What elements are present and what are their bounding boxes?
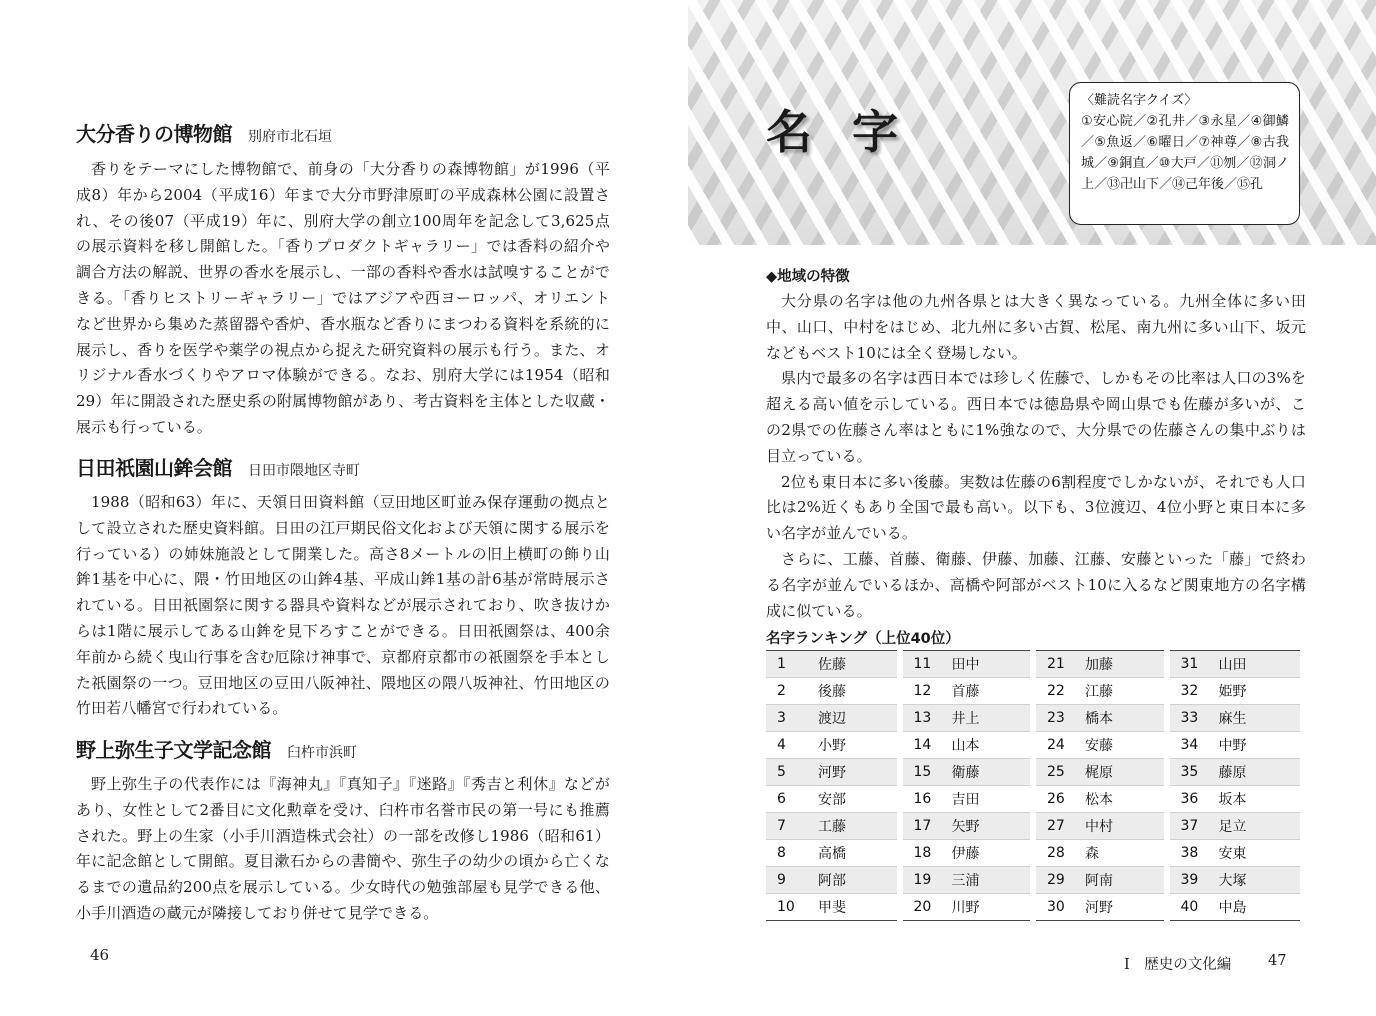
rank-cell: 35 (1167, 759, 1211, 786)
rank-cell: 28 (1033, 840, 1077, 867)
rank-cell: 6 (766, 786, 810, 813)
quiz-body: ①安心院／②孔井／③永星／④御鱗／⑤魚返／⑥曜日／⑦神尊／⑧古我城／⑨銅直／⑩大戸／⑪刎／⑫洞ノ上／⑬卍山下／⑭己年後／⑮孔 (1081, 114, 1289, 192)
section-body: 1988（昭和63）年に、天領日田資料館（豆田地区町並み保存運動の拠点として設立された歴史資料館。日田の江戸期民俗文化および天領に関する展示を行っている）の姉妹施設として開業した。高さ8メートルの旧上横町の飾り山鉾1基を中心に、隈・竹田地区の山鉾4基、平成山鉾1基の計6基が常時展示されている。日田祇園祭に関する器具や資料などが展示されており、吹き抜けからは1階に展示してある山鉾を見下ろすことができる。日田祇園祭は、400余年前から続く曳山行事を含む厄除け神事で、京都府京都市の祇園祭を手本とした祇園祭の一つ。豆田地区の豆田八阪神社、隈地区の隈八坂神社、竹田地区の竹田若八幡宮で行われている。 (76, 493, 610, 718)
surname-cell: 伊藤 (944, 840, 1034, 867)
page-number: 46 (90, 946, 110, 964)
rank-cell: 9 (766, 867, 810, 894)
surname-cell: 加藤 (1077, 651, 1167, 678)
rank-cell: 14 (900, 732, 944, 759)
rank-cell: 7 (766, 813, 810, 840)
rank-cell: 27 (1033, 813, 1077, 840)
rank-cell: 8 (766, 840, 810, 867)
section-body: 香りをテーマにした博物館で、前身の「大分香りの森博物館」が1996（平成8）年から2004（平成16）年まで大分市野津原町の平成森林公園に設置され、その後07（平成19）年に、別府大学の創立100周年を記念して3,625点の展示資料を移し開館した。「香りプロダクトギャラリー」では香料の紹介や調合方法の解説、世界の香水を展示し、一部の香料や香水は試嗅することができる。「香りヒストリーギャラリー」ではアジアや西ヨーロッパ、オリエントなど世界から集めた蒸留器や香炉、香水瓶など香りにまつわる資料を系統的に展示し、香りを医学や薬学の視点から捉えた研究資料の展示も行う。また、オリジナル香水づくりやアロマ体験ができる。なお、別府大学には1954（昭和29）年に開設された歴史系の附属博物館があり、考古資料を主体とした収蔵・展示も行っている。 (76, 160, 610, 436)
table-row (766, 786, 1300, 813)
surname-cell: 中島 (1211, 894, 1301, 921)
quiz-title: 〈難読名字クイズ〉 (1081, 93, 1198, 108)
paragraph: さらに、工藤、首藤、衛藤、伊藤、加藤、江藤、安藤といった「藤」で終わる名字が並んでいるほか、高橋や阿部がベスト10に入るなど関東地方の名字構成に似ている。 (766, 549, 1306, 620)
surname-cell: 川野 (944, 894, 1034, 921)
rank-cell: 31 (1167, 651, 1211, 678)
chapter-banner (688, 0, 1376, 245)
rank-cell: 25 (1033, 759, 1077, 786)
rank-cell: 34 (1167, 732, 1211, 759)
surname-cell: 甲斐 (810, 894, 900, 921)
section-location: 別府市北石垣 (248, 129, 332, 145)
surname-cell: 中村 (1077, 813, 1167, 840)
surname-cell: 小野 (810, 732, 900, 759)
surname-cell: 安東 (1211, 840, 1301, 867)
rank-cell: 12 (900, 678, 944, 705)
surname-cell: 大塚 (1211, 867, 1301, 894)
rank-cell: 4 (766, 732, 810, 759)
ranking-heading: 名字ランキング（上位40位） (766, 631, 960, 647)
surname-cell: 麻生 (1211, 705, 1301, 732)
surname-cell: 田中 (944, 651, 1034, 678)
rank-cell: 3 (766, 705, 810, 732)
surname-cell: 佐藤 (810, 651, 900, 678)
quiz-box (1069, 82, 1300, 225)
paragraph: 大分県の名字は他の九州各県とは大きく異なっている。九州全体に多い田中、山口、中村をはじめ、北九州に多い古賀、松尾、南九州に多い山下、坂元などもベスト10には全く登場しない。 (766, 292, 1306, 362)
surname-cell: 松本 (1077, 786, 1167, 813)
surname-cell: 高橋 (810, 840, 900, 867)
rank-cell: 11 (900, 651, 944, 678)
surname-cell: 中野 (1211, 732, 1301, 759)
surname-cell: 安藤 (1077, 732, 1167, 759)
surname-cell: 衛藤 (944, 759, 1034, 786)
rank-cell: 21 (1033, 651, 1077, 678)
surname-cell: 阿南 (1077, 867, 1167, 894)
section-title: 日田祇園山鉾会館 (76, 456, 232, 480)
surname-cell: 橋本 (1077, 705, 1167, 732)
rank-cell: 36 (1167, 786, 1211, 813)
surname-cell: 安部 (810, 786, 900, 813)
table-row (766, 813, 1300, 840)
surname-cell: 森 (1077, 840, 1167, 867)
surname-cell: 江藤 (1077, 678, 1167, 705)
region-body (766, 289, 1306, 624)
section-heading-oita-kaori (76, 118, 332, 147)
rank-cell: 17 (900, 813, 944, 840)
surname-cell: 藤原 (1211, 759, 1301, 786)
section-location: 日田市隈地区寺町 (248, 463, 360, 479)
surname-cell: 河野 (810, 759, 900, 786)
rank-cell: 15 (900, 759, 944, 786)
section-heading-hita-gion (76, 452, 360, 481)
rank-cell: 1 (766, 651, 810, 678)
surname-cell: 河野 (1077, 894, 1167, 921)
paragraph: 2位も東日本に多い後藤。実数は佐藤の6割程度でしかないが、それでも人口比は2%近くもあり全国で最も高い。以下も、3位渡辺、4位小野と東日本に多い名字が並んでいる。 (766, 472, 1306, 543)
table-row (766, 867, 1300, 894)
table-row (766, 732, 1300, 759)
surname-cell: 山本 (944, 732, 1034, 759)
rank-cell: 19 (900, 867, 944, 894)
rank-cell: 18 (900, 840, 944, 867)
section-heading-nogami-yaeko (76, 734, 357, 763)
region-heading: ◆地域の特徴 (766, 269, 850, 285)
rank-cell: 24 (1033, 732, 1077, 759)
rank-cell: 37 (1167, 813, 1211, 840)
rank-cell: 10 (766, 894, 810, 921)
surname-cell: 渡辺 (810, 705, 900, 732)
section-body: 野上弥生子の代表作には『海神丸』『真知子』『迷路』『秀吉と利休』などがあり、女性として2番目に文化勲章を受け、臼杵市名誉市民の第一号にも推薦された。野上の生家（小手川酒造株式会社）の一部を改修し1986（昭和61）年に記念館として開館。夏目漱石からの書簡や、弥生子の幼少の頃から亡くなるまでの遺品約200点を展示している。少女時代の勉強部屋も見学できる他、小手川酒造の蔵元が隣接しており併せて見学できる。 (76, 775, 610, 922)
surname-cell: 矢野 (944, 813, 1034, 840)
table-row (766, 705, 1300, 732)
paragraph: 県内で最多の名字は西日本では珍しく佐藤で、しかもその比率は人口の3%を超える高い値を示している。西日本では徳島県や岡山県でも佐藤が多いが、この2県での佐藤さん率はともに1%強なので、大分県での佐藤さんの集中ぶりは目立っている。 (766, 369, 1306, 465)
rank-cell: 13 (900, 705, 944, 732)
surname-cell: 後藤 (810, 678, 900, 705)
rank-cell: 16 (900, 786, 944, 813)
chapter-title: 名字 (766, 105, 938, 159)
rank-cell: 2 (766, 678, 810, 705)
section-title: 大分香りの博物館 (76, 122, 232, 146)
surname-cell: 井上 (944, 705, 1034, 732)
table-row (766, 840, 1300, 867)
rank-cell: 5 (766, 759, 810, 786)
table-row (766, 678, 1300, 705)
rank-cell: 22 (1033, 678, 1077, 705)
table-row (766, 894, 1300, 921)
surname-cell: 梶原 (1077, 759, 1167, 786)
surname-cell: 坂本 (1211, 786, 1301, 813)
table-row (766, 759, 1300, 786)
section-title: 野上弥生子文学記念館 (76, 738, 271, 762)
rank-cell: 20 (900, 894, 944, 921)
rank-cell: 40 (1167, 894, 1211, 921)
rank-cell: 30 (1033, 894, 1077, 921)
surname-cell: 吉田 (944, 786, 1034, 813)
surname-cell: 山田 (1211, 651, 1301, 678)
footer-section: Ⅰ 歴史の文化編 (1124, 957, 1232, 973)
page-number: 47 (1268, 953, 1287, 969)
rank-cell: 39 (1167, 867, 1211, 894)
surname-cell: 首藤 (944, 678, 1034, 705)
surname-cell: 姫野 (1211, 678, 1301, 705)
rank-cell: 32 (1167, 678, 1211, 705)
surname-cell: 三浦 (944, 867, 1034, 894)
right-page (688, 0, 1376, 1016)
ranking-table (766, 650, 1300, 921)
section-location: 臼杵市浜町 (287, 745, 357, 761)
table-row (766, 651, 1300, 678)
rank-cell: 33 (1167, 705, 1211, 732)
rank-cell: 29 (1033, 867, 1077, 894)
rank-cell: 26 (1033, 786, 1077, 813)
surname-cell: 足立 (1211, 813, 1301, 840)
rank-cell: 23 (1033, 705, 1077, 732)
rank-cell: 38 (1167, 840, 1211, 867)
surname-cell: 工藤 (810, 813, 900, 840)
surname-cell: 阿部 (810, 867, 900, 894)
